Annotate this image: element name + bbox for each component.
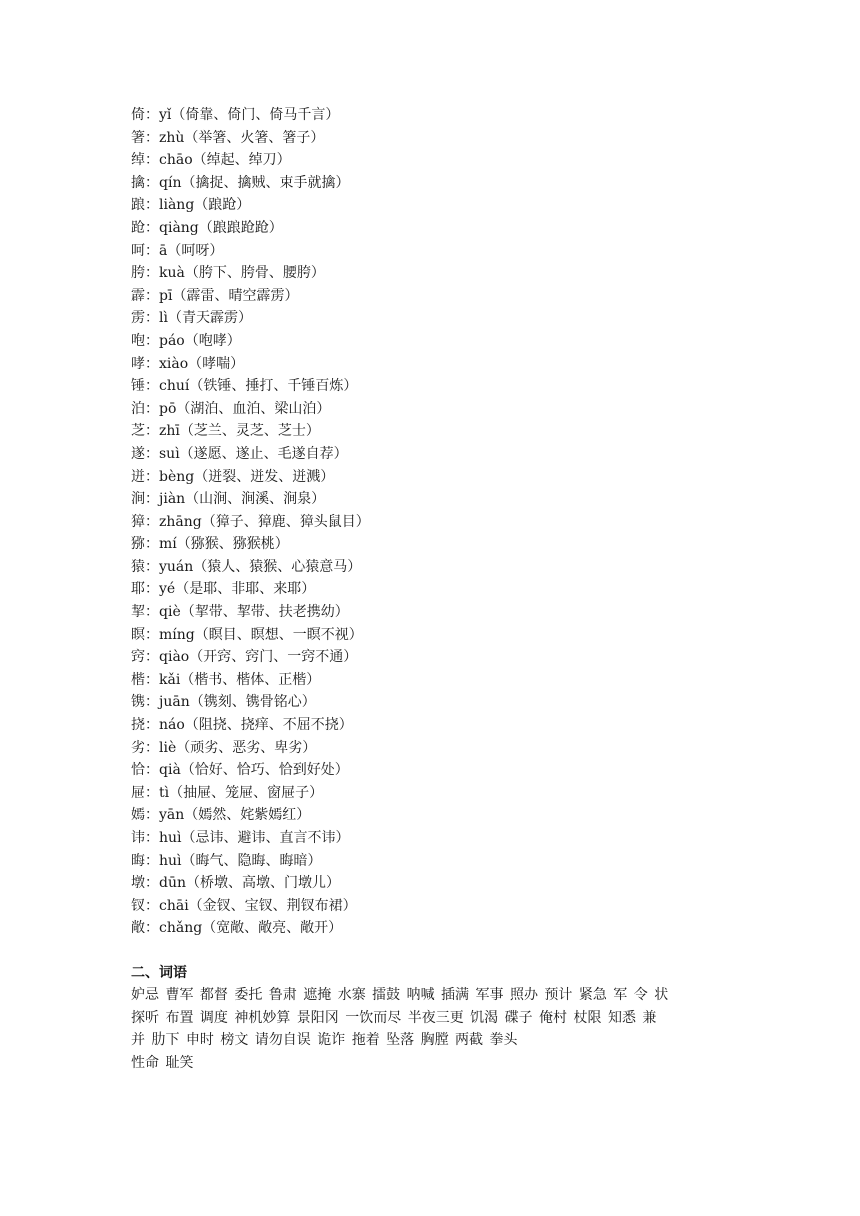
character-entry: 挈：qiè（挈带、挈带、扶老携幼） xyxy=(131,604,349,621)
character-entry: 恰：qià（恰好、恰巧、恰到好处） xyxy=(131,762,349,779)
character-entry: 泊：pō（湖泊、血泊、梁山泊） xyxy=(131,400,331,417)
character-entry: 芝：zhī（芝兰、灵芝、芝士） xyxy=(131,423,320,440)
character-entry: 踉：liàng（踉跄） xyxy=(131,197,251,214)
character-entry: 窍：qiào（开窍、窍门、一窍不通） xyxy=(131,649,358,666)
character-entry: 霹：pī（霹雷、晴空霹雳） xyxy=(131,287,299,304)
character-entry: 涧：jiàn（山涧、涧溪、涧泉） xyxy=(131,491,326,508)
character-entry: 挠：náo（阻挠、挠痒、不屈不挠） xyxy=(131,717,353,734)
character-entry: 墩：dūn（桥墩、高墩、门墩儿） xyxy=(131,875,340,892)
section-title: 二、词语 xyxy=(131,965,187,981)
character-entry: 晦：huì（晦气、隐晦、晦暗） xyxy=(131,852,322,869)
vocabulary-line: 探听 布置 调度 神机妙算 景阳冈 一饮而尽 半夜三更 饥渴 碟子 俺村 杖限 知悉 兼 xyxy=(131,1009,657,1026)
character-entry: 跄：qiàng（踉踉跄跄） xyxy=(131,219,283,236)
character-entry: 哮：xiào（哮喘） xyxy=(131,355,245,372)
character-entry: 迸：bèng（迸裂、迸发、迸溅） xyxy=(131,468,335,485)
character-entry: 猿：yuán（猿人、猿猴、心猿意马） xyxy=(131,558,362,575)
character-entry: 箸：zhù（举箸、火箸、箸子） xyxy=(131,129,325,146)
character-entry: 獐：zhāng（獐子、獐鹿、獐头鼠目） xyxy=(131,513,370,530)
vocabulary-line: 妒忌 曹军 都督 委托 鲁肃 遮掩 水寨 擂鼓 呐喊 插满 军事 照办 预计 紧急 军 令 状 xyxy=(131,987,669,1003)
character-entry: 锤：chuí（铁锤、捶打、千锤百炼） xyxy=(131,378,358,395)
character-entry: 劣：liè（顽劣、恶劣、卑劣） xyxy=(131,739,317,756)
vocabulary-line: 性命 耻笑 xyxy=(131,1054,194,1071)
character-entry: 胯：kuà（胯下、胯骨、腰胯） xyxy=(131,265,325,282)
vocabulary-line: 并 肋下 申时 榜文 请勿自误 诡诈 拖着 坠落 胸膛 两截 拳头 xyxy=(131,1032,518,1048)
character-entry: 镌：juān（镌刻、镌骨铭心） xyxy=(131,694,316,711)
character-entry: 咆：páo（咆哮） xyxy=(131,332,241,349)
character-entry: 屉：tì（抽屉、笼屉、窗屉子） xyxy=(131,784,324,801)
character-entry: 钗：chāi（金钗、宝钗、荆钗布裙） xyxy=(131,897,357,914)
character-entry: 瞑：míng（瞑目、瞑想、一瞑不视） xyxy=(131,626,363,643)
character-entry: 讳：huì（忌讳、避讳、直言不讳） xyxy=(131,830,350,846)
character-entry: 猕：mí（猕猴、猕猴桃） xyxy=(131,536,289,553)
character-entry: 遂：suì（遂愿、遂止、毛遂自荐） xyxy=(131,445,348,462)
character-entry: 擒：qín（擒捉、擒贼、束手就擒） xyxy=(131,174,350,191)
character-entry: 雳：lì（青天霹雳） xyxy=(131,310,252,327)
character-entry: 楷：kǎi（楷书、楷体、正楷） xyxy=(131,671,321,688)
character-list xyxy=(131,104,771,940)
character-entry: 耶：yé（是耶、非耶、来耶） xyxy=(131,581,316,598)
character-entry: 呵：ā（呵呀） xyxy=(131,242,224,259)
character-entry: 绰：chāo（绰起、绰刀） xyxy=(131,152,291,169)
character-entry: 嫣：yān（嫣然、姹紫嫣红） xyxy=(131,807,311,824)
character-entry: 倚：yǐ（倚靠、倚门、倚马千言） xyxy=(131,107,340,123)
vocabulary-block xyxy=(131,984,741,1074)
character-entry: 敞：chǎng（宽敞、敞亮、敞开） xyxy=(131,920,343,937)
